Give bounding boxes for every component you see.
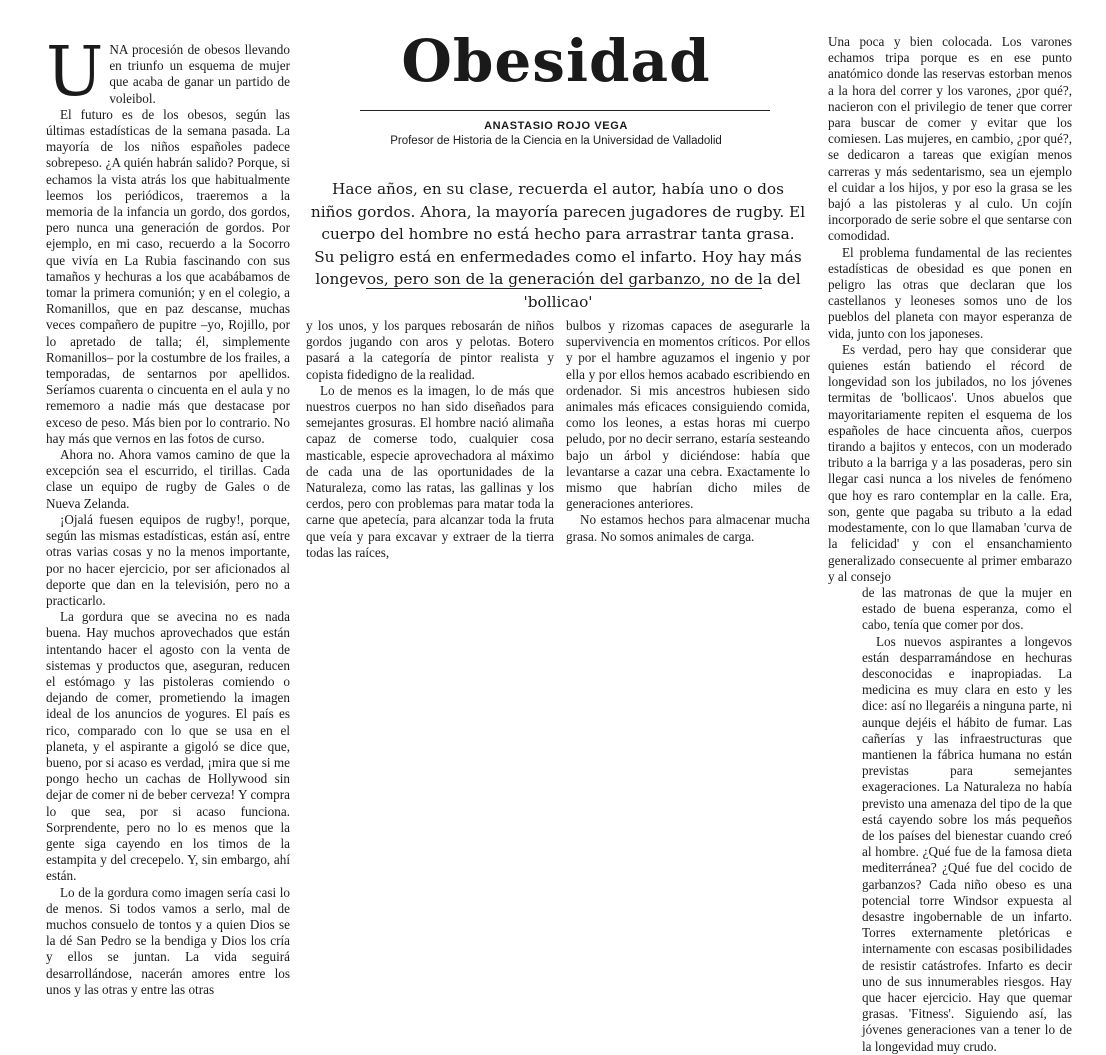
lead-paragraph: Hace años, en su clase, recuerda el autor, había uno o dos niños gordos. Ahora, la mayoría parecen jugadores de rugby. El cuerpo del hombre no está hecho para arrastrar tanta grasa. Su peligro está en enfermedades como el infarto. Hoy hay más longevos, pero son de la generación del garbanzo, no de la del 'bollicao' bbox=[310, 180, 806, 311]
paragraph: Lo de la gordura como imagen sería casi lo de menos. Si todos vamos a serlo, mal de muchos consuelo de tontos y a quien Dios se la dé San Pedro se la bendiga y Dios los cría y ellos se juntan. La vida seguirá desarrollándose, nacerán amores entre los unos y las otras y entre las otras bbox=[46, 884, 290, 997]
paragraph: Una poca y bien colocada. Los varones echamos tripa porque es en ese punto anatómico donde las reservas estorban menos a la hora del correr y los varones, ¿por qué?, nacieron con el privilegio de tener que correr para buscar de comer y evitar que los comiesen. Las mujeres, en cambio, ¿por qué?, se dedicaron a tareas que exigían menos carreras y más sedentarismo, sea un ejemplo el cuidar a los hijos, y por eso la grasa se les bajó a las pistoleras y al culo. Un cojín incorporado de serie sobre el que sentarse con comodidad. bbox=[828, 34, 1072, 244]
author-name: ANASTASIO ROJO VEGA bbox=[484, 120, 628, 132]
paragraph: La gordura que se avecina no es nada buena. Hay muchos aprovechados que están intentando hacer el agosto con la venta de sistemas y productos que, aseguran, reducen el estómago y las pistoleras comiendo o dejando de comer, prometiendo la imagen ideal de los anuncios de yogures. El país es rico, comparado con lo que se usa en el planeta, y el aspirante a gigoló se dice que, bueno, por si acaso es verdad, ¡mira que si me pongo hecho un cachas de Hollywood sin dejar de comer ni de beber cerveza! Y compra lo que sea, por si acaso funciona. Sorprendente, pero no lo es menos que la gente siga cayendo en los timos de la estampita y del crecepelo. Y, sin embargo, ahí están. bbox=[46, 609, 290, 884]
paragraph: de las matronas de que la mujer en estado de buena esperanza, como el cabo, tenía que comer por dos. bbox=[862, 584, 1072, 633]
paragraph: El problema fundamental de las recientes estadísticas de obesidad es que ponen en peligro las otras que declaran que los castellanos y leoneses somos uno de los pueblos del planeta con mayor esperanza de vida, junto con los japoneses. bbox=[828, 244, 1072, 341]
paragraph: Lo de menos es la imagen, lo de más que nuestros cuerpos no han sido diseñados para semejantes grosuras. El hombre nació alimaña capaz de comerse todo, cualquier cosa masticable, especie aprovechadora al máximo de cada una de las oportunidades de la Naturaleza, como las ratas, las gallinas y los cerdos, pero con problemas para matar toda la carne que apetecía, para alcanzar toda la fruta que veía y para excavar y extraer de la tierra todas las raíces, bbox=[306, 382, 554, 560]
paragraph: y los unos, y los parques rebosarán de niños gordos jugando con aros y pelotas. Botero pasará a la categoría de pintor realista y copista fidedigno de la realidad. bbox=[306, 318, 554, 382]
author-title: Profesor de Historia de la Ciencia en la Universidad de Valladolid bbox=[390, 135, 722, 147]
headline-rule bbox=[360, 110, 770, 111]
paragraph: Es verdad, pero hay que considerar que quienes están batiendo el récord de longevidad son los jubilados, no los jóvenes termitas de 'bollicaos'. Unos abuelos que mayoritariamente repiten el esquema de los españoles de hace cincuenta años, cuerpos tirando a bajitos y entecos, con un moderado tributo a la barriga y a las posaderas, pero sin llegar casi nunca a los niveles de fenómeno que hoy es raro contemplar en la calle. Era, son, gente que pagaba su tributo a la edad modestamente, con lo que llamaban 'curva de la felicidad' y con el ensanchamiento generalizado consecuente al primer embarazo y al consejo bbox=[828, 341, 1072, 584]
text-column-1 bbox=[46, 33, 290, 998]
paragraph: ¡Ojalá fuesen equipos de rugby!, porque, según las mismas estadísticas, están así, entre otras varias cosas y no la menos importante, por no hacer ejercicio, por ser aficionados al deporte que dan en la televisión, pero no a practicarlo. bbox=[46, 511, 290, 608]
paragraph: Ahora no. Ahora vamos camino de que la excepción sea el escurrido, el tirillas. Cada clase un equipo de rugby de Gales o de Nueva Zelanda. bbox=[46, 447, 290, 511]
paragraph-text: NA procesión de obesos llevando en triunfo un esquema de mujer que acaba de ganar un partido de voleibol. bbox=[109, 42, 290, 106]
text-column-2 bbox=[306, 318, 554, 561]
drop-cap: U bbox=[46, 33, 104, 112]
article-headline: Obesidad bbox=[401, 27, 711, 95]
paragraph: bulbos y rizomas capaces de asegurarle la supervivencia en momentos críticos. Por ellos y por el hambre aguzamos el ingenio y por ella y por ellos hemos acabado escribiendo en ordenador. Si mis ancestros hubiesen sido animales más eficaces consiguiendo comida, como los leones, a estas horas mi cuerpo peludo, por no decir serrano, estaría sesteando bajo un árbol y diciéndose: había que levantarse a cazar una cebra. Exactamente lo mismo que habrían dicho miles de generaciones anteriores. bbox=[566, 318, 810, 512]
lead-rule bbox=[366, 288, 762, 289]
text-column-3 bbox=[566, 318, 810, 545]
paragraph: El futuro es de los obesos, según las últimas estadísticas de la semana pasada. La mayoría de los niños españoles padece sobrepeso. ¿A quién habrán salido? Porque, si echamos la vista atrás los que habitualmente leemos los periódicos, traeremos a la memoria de la infancia un gordo, dos gordos, pero nunca una generación de gordos. Por ejemplo, en mi caso, recuerdo a la Socorro que vivía en La Rubia fascinando con sus tamaños y hechuras a los que acabábamos de tomar la primera comunión; y en el colegio, a Romanillos, que en paz descanse, muchas veces compañero de pupitre –yo, Rojillo, por lo apretado de talla; él, simplemente Romanillos– por la costumbre de los frailes, a temporadas, de sentarnos por apellidos. Seríamos cuarenta o cincuenta en el aula y no rememoro a nadie más que destacase por exceso de peso. Más bien por lo contrario. No hay más que vernos en las fotos de curso. bbox=[46, 106, 290, 446]
paragraph bbox=[46, 33, 290, 112]
paragraph: No estamos hechos para almacenar mucha grasa. No somos animales de carga. bbox=[566, 512, 810, 544]
paragraph: Los nuevos aspirantes a longevos están desparramándose en hechuras desconocidas e inapropiadas. La medicina es muy clara en esto y les dice: así no llegaréis a ninguna parte, ni aunque dejéis el hábito de fumar. Las cañerías y las infraestructuras que mantienen la fábrica humana no están previstas para semejantes exageraciones. La Naturaleza no había previsto una amenaza del tipo de la que está cayendo sobre los más pequeños de los países del bienestar cuando creó al hombre. ¿Qué fue de la famosa dieta mediterránea? ¿Qué fue del cocido de garbanzos? Cada niño obeso es una potencial torre Windsor expuesta al desastre ingobernable de un infarto. Torres externamente pletóricas e internamente con escasas posibilidades de resistir catástrofes. Infarto es decir uno de sus innumerables riesgos. Hay que hacer ejercicio. Hay que quemar grasas. 'Fitness'. Siguiendo así, las jóvenes generaciones van a tener lo de la longevidad muy crudo. bbox=[862, 633, 1072, 1054]
text-column-4 bbox=[828, 34, 1072, 1055]
